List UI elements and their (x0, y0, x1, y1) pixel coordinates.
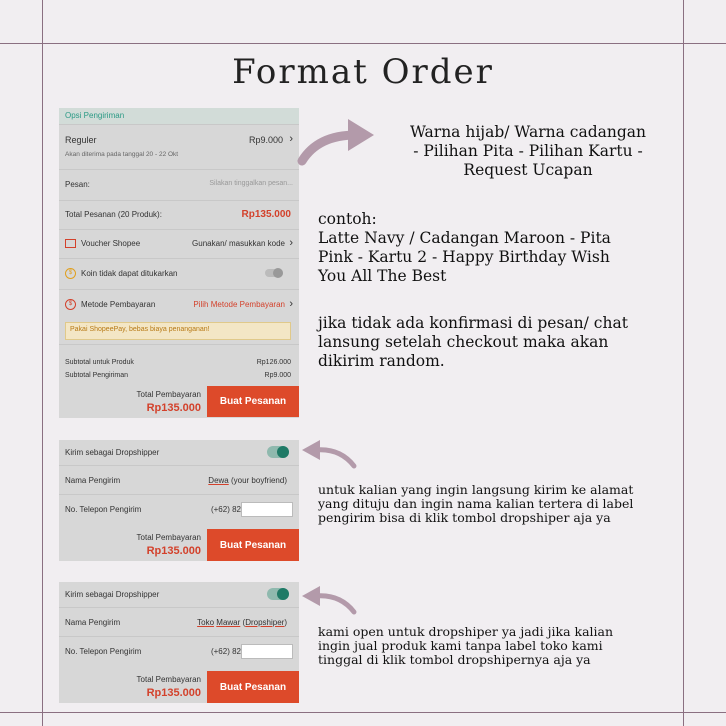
nama-pengirim-label: Nama Pengirim (65, 476, 121, 485)
kirim-dropshipper-row (59, 582, 299, 608)
voucher-row[interactable] (59, 230, 299, 259)
telepon-label: No. Telepon Pengirim (65, 505, 142, 514)
page-title: Format Order (232, 52, 494, 92)
total-pesanan-label: Total Pesanan (20 Produk): (65, 210, 162, 219)
pesan-label: Pesan: (65, 180, 90, 189)
note-dropship-2-line-3: tinggal di klik tombol dropshipernya aja ya (318, 652, 591, 667)
telepon-prefix: (+62) 82 (210, 647, 241, 656)
note-random-line-1: jika tidak ada konfirmasi di pesan/ chat (318, 314, 628, 332)
nama-pengirim-label: Nama Pengirim (65, 618, 121, 627)
delivery-estimate: Akan diterima pada tanggal 20 - 22 Okt (65, 151, 179, 158)
telepon-input[interactable] (241, 502, 293, 517)
chevron-right-icon: › (289, 298, 293, 310)
reguler-label: Reguler (65, 135, 97, 145)
nama-pengirim-value[interactable]: Toko Mawar (Dropshiper) (197, 618, 287, 627)
total-pembayaran-label: Total Pembayaran (136, 390, 201, 399)
dropshipper-toggle[interactable] (267, 588, 289, 600)
buat-pesanan-button[interactable]: Buat Pesanan (207, 671, 299, 703)
frame-line-top (0, 43, 726, 44)
subtotal-produk-value: Rp126.000 (256, 359, 291, 366)
nama-b: Mawar (216, 618, 241, 627)
frame-line-left (42, 0, 43, 726)
coin-icon: $ (65, 268, 76, 279)
voucher-label: Voucher Shopee (81, 239, 141, 248)
reguler-row[interactable] (59, 125, 299, 170)
note-dropship-2-line-1: kami open untuk dropshiper ya jadi jika kalian (318, 624, 614, 639)
curved-arrow-icon-3 (300, 580, 360, 616)
total-pembayaran-value: Rp135.000 (146, 687, 201, 699)
total-pembayaran-value: Rp135.000 (146, 402, 201, 414)
nama-c: Dropshiper (245, 618, 285, 627)
payment-icon: $ (65, 299, 76, 310)
note-random (318, 314, 680, 371)
dropship-panel-1 (59, 440, 299, 561)
nama-pengirim-row[interactable] (59, 608, 299, 637)
note-random-line-2: lansung setelah checkout maka akan (318, 333, 609, 351)
note-contoh (318, 210, 680, 286)
subtotal-block (59, 356, 299, 384)
total-pembayaran-label: Total Pembayaran (136, 675, 201, 684)
note-format-line-2: - Pilihan Pita - Pilihan Kartu - (413, 142, 643, 160)
buat-pesanan-button[interactable]: Buat Pesanan (207, 529, 299, 561)
voucher-icon (65, 239, 76, 248)
toggle-knob (277, 588, 289, 600)
total-pesanan-value: Rp135.000 (241, 209, 291, 220)
note-dropship-2-line-2: ingin jual produk kami tanpa label toko kami (318, 638, 603, 653)
dropship1-pay-bar (59, 529, 299, 561)
toggle-knob (277, 446, 289, 458)
kirim-dropshipper-row (59, 440, 299, 466)
checkout-pay-bar (59, 386, 299, 417)
frame-line-right (683, 0, 684, 726)
metode-action[interactable]: Pilih Metode Pembayaran (193, 300, 285, 309)
total-pembayaran-label: Total Pembayaran (136, 533, 201, 542)
note-dropship-1 (318, 483, 680, 525)
curved-arrow-icon-2 (300, 434, 360, 470)
pesan-input[interactable]: Silakan tinggalkan pesan... (209, 180, 293, 187)
chevron-right-icon: › (289, 237, 293, 249)
total-pembayaran-value: Rp135.000 (146, 545, 201, 557)
kirim-dropshipper-label: Kirim sebagai Dropshipper (65, 448, 160, 457)
toggle-knob (273, 268, 283, 278)
dropship-panel-2 (59, 582, 299, 703)
frame-line-bottom (0, 712, 726, 713)
note-dropship-2 (318, 625, 680, 667)
opsi-pengiriman-label: Opsi Pengiriman (65, 111, 125, 120)
pesan-row[interactable] (59, 170, 299, 201)
koin-label: Koin tidak dapat ditukarkan (81, 269, 178, 278)
note-format (370, 123, 686, 180)
nama-pengirim-value[interactable] (208, 476, 287, 485)
chevron-right-icon: › (289, 133, 293, 145)
note-contoh-line-1: contoh: (318, 210, 377, 228)
promo-text: Pakai ShopeePay, bebas biaya penanganan! (70, 326, 210, 333)
subtotal-produk-label: Subtotal untuk Produk (65, 359, 134, 366)
telepon-row[interactable] (59, 637, 299, 665)
note-format-line-1: Warna hijab/ Warna cadangan (409, 123, 647, 141)
kirim-dropshipper-label: Kirim sebagai Dropshipper (65, 590, 160, 599)
telepon-label: No. Telepon Pengirim (65, 647, 142, 656)
opsi-pengiriman-row (59, 108, 299, 125)
buat-pesanan-button[interactable]: Buat Pesanan (207, 386, 299, 417)
note-dropship-1-line-1: untuk kalian yang ingin langsung kirim ke alamat (318, 482, 634, 497)
nama-rest: (your boyfriend) (228, 476, 287, 485)
voucher-action[interactable]: Gunakan/ masukkan kode (192, 239, 285, 248)
telepon-input[interactable] (241, 644, 293, 659)
curved-arrow-icon-1 (298, 115, 378, 165)
koin-row (59, 259, 299, 290)
nama-pengirim-row[interactable] (59, 466, 299, 495)
shopeepay-promo (65, 322, 291, 340)
note-random-line-3: dikirim random. (318, 352, 445, 370)
reguler-price: Rp9.000 (248, 135, 283, 145)
note-contoh-line-2: Latte Navy / Cadangan Maroon - Pita (318, 229, 611, 247)
note-format-line-3: Request Ucapan (463, 161, 593, 179)
note-dropship-1-line-3: pengirim bisa di klik tombol dropshiper aja ya (318, 510, 611, 525)
nama-a: Toko (197, 618, 215, 627)
note-contoh-line-3: Pink - Kartu 2 - Happy Birthday Wish (318, 248, 610, 266)
nama-name: Dewa (208, 476, 229, 485)
checkout-panel (59, 108, 299, 418)
metode-row[interactable] (59, 290, 299, 345)
telepon-prefix: (+62) 82 (210, 505, 241, 514)
subtotal-pengiriman-value: Rp9.000 (264, 372, 291, 379)
koin-toggle[interactable] (265, 269, 283, 277)
dropship2-pay-bar (59, 671, 299, 703)
note-contoh-line-4: You All The Best (318, 267, 447, 285)
metode-label: Metode Pembayaran (81, 300, 156, 309)
note-dropship-1-line-2: yang dituju dan ingin nama kalian tertera di label (318, 496, 634, 511)
dropshipper-toggle[interactable] (267, 446, 289, 458)
telepon-row[interactable] (59, 495, 299, 523)
subtotal-pengiriman-label: Subtotal Pengiriman (65, 372, 129, 379)
total-pesanan-row (59, 201, 299, 230)
